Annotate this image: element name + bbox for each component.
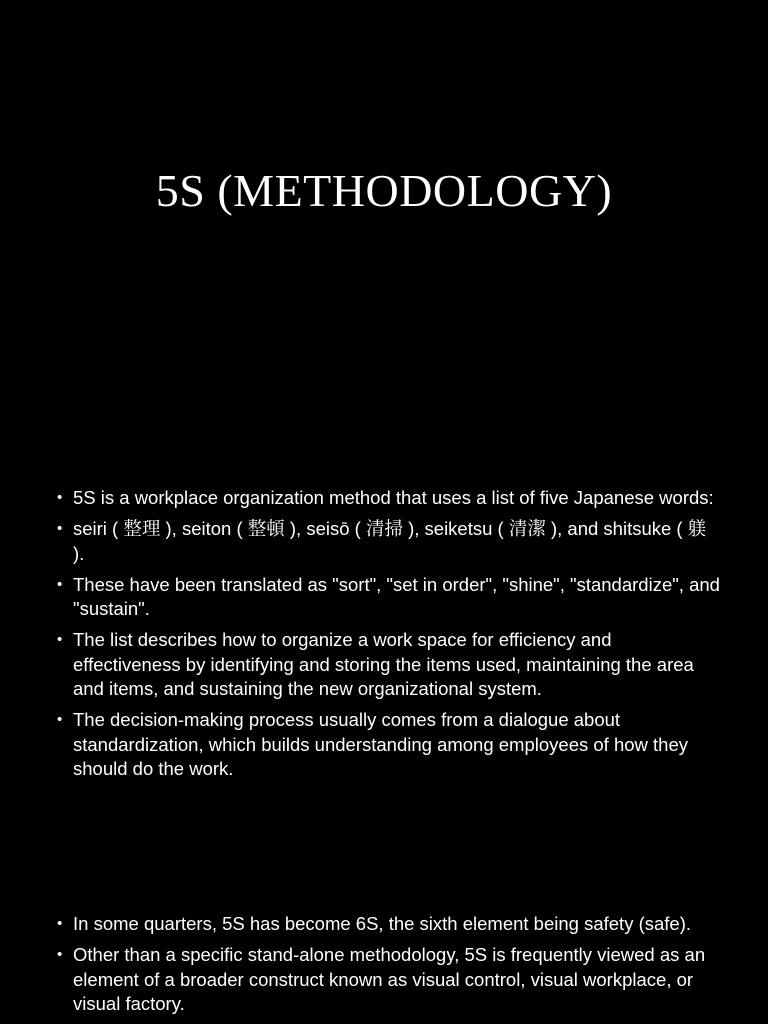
list-item <box>57 708 722 781</box>
slide-title: 5S (METHODOLOGY) <box>155 165 613 216</box>
bullet-text: In some quarters, 5S has become 6S, the sixth element being safety (safe). <box>73 913 692 934</box>
list-item <box>57 943 722 1016</box>
bullet-list-bottom <box>57 912 722 1023</box>
bullet-icon: • <box>57 489 63 506</box>
bullet-icon: • <box>57 915 63 932</box>
bullet-text: These have been translated as "sort", "set in order", "shine", "standardize", and "sustain". <box>73 573 720 620</box>
bullet-text: The decision-making process usually comes from a dialogue about standardization, which builds understanding among employees of how they should do the work. <box>73 709 688 779</box>
bullet-icon: • <box>57 711 63 729</box>
bullet-text: 5S is a workplace organization method that uses a list of five Japanese words: <box>73 487 714 508</box>
bullet-icon: • <box>57 631 63 649</box>
list-item <box>57 573 722 622</box>
bullet-text: seiri ( 整理 ), seiton ( 整頓 ), seisō ( 清掃 ), seiketsu ( 清潔 ), and shitsuke ( 躾 ). <box>73 518 707 564</box>
list-item <box>57 912 722 936</box>
list-item <box>57 628 722 701</box>
list-item <box>57 486 722 510</box>
bullet-icon: • <box>57 575 63 593</box>
bullet-icon: • <box>57 946 63 964</box>
bullet-icon: • <box>57 520 63 538</box>
bullet-text: Other than a specific stand-alone methodology, 5S is frequently viewed as an element of a broader construct known as visual control, visual workplace, or visual factory. <box>73 944 706 1014</box>
list-item <box>57 517 722 566</box>
bullet-list-top <box>57 486 722 788</box>
bullet-text: The list describes how to organize a work space for efficiency and effectiveness by identifying and storing the items used, maintaining the area and items, and sustaining the new organizational system. <box>73 629 694 700</box>
